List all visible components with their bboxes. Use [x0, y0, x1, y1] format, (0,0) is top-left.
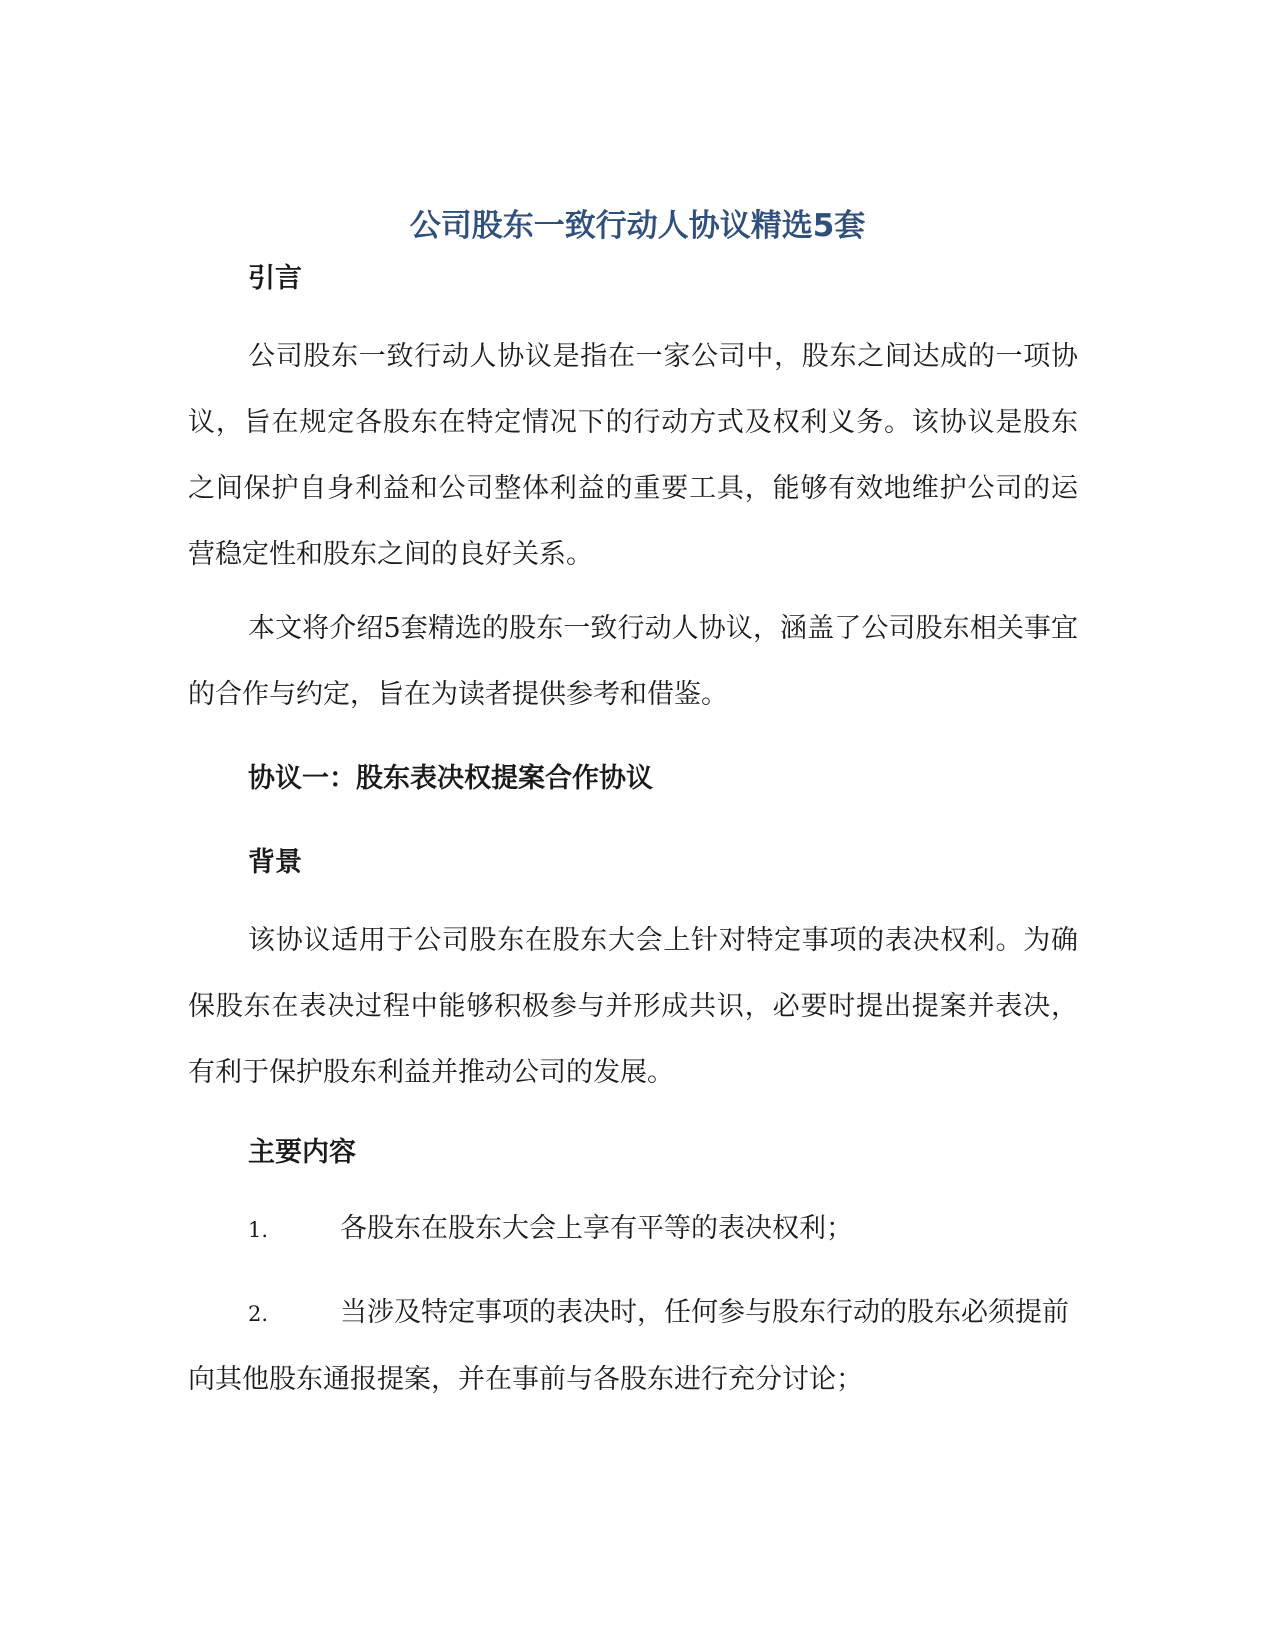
list-item-text: 当涉及特定事项的表决时，任何参与股东行动的股东必须提前向其他股东通报提案，并在事前与各股东进行充分讨论；	[188, 1297, 1069, 1395]
document-title: 公司股东一致行动人协议精选5套	[409, 208, 866, 244]
list-item-text: 各股东在股东大会上享有平等的表决权利；	[340, 1213, 853, 1244]
list-item-number: 1.	[248, 1218, 269, 1242]
intro-paragraph-2: 本文将介绍5套精选的股东一致行动人协议，涵盖了公司股东相关事宜的合作与约定，旨在为读者提供参考和借鉴。	[188, 613, 1078, 710]
background-paragraph: 该协议适用于公司股东在股东大会上针对特定事项的表决权利。为确保股东在表决过程中能够积极参与并形成共识，必要时提出提案并表决，有利于保护股东利益并推动公司的发展。	[188, 925, 1078, 1088]
agreement-1-heading: 协议一：股东表决权提案合作协议	[248, 763, 653, 794]
list-item	[188, 1280, 1078, 1413]
intro-paragraph-1: 公司股东一致行动人协议是指在一家公司中，股东之间达成的一项协议，旨在规定各股东在特定情况下的行动方式及权利义务。该协议是股东之间保护自身利益和公司整体利益的重要工具，能够有效地维护公司的运营稳定性和股东之间的良好关系。	[188, 341, 1078, 570]
intro-heading: 引言	[248, 263, 302, 294]
list-item	[188, 1196, 1078, 1263]
background-heading: 背景	[248, 847, 302, 878]
list-item-number: 2.	[248, 1302, 269, 1326]
main-content-heading: 主要内容	[248, 1137, 356, 1168]
